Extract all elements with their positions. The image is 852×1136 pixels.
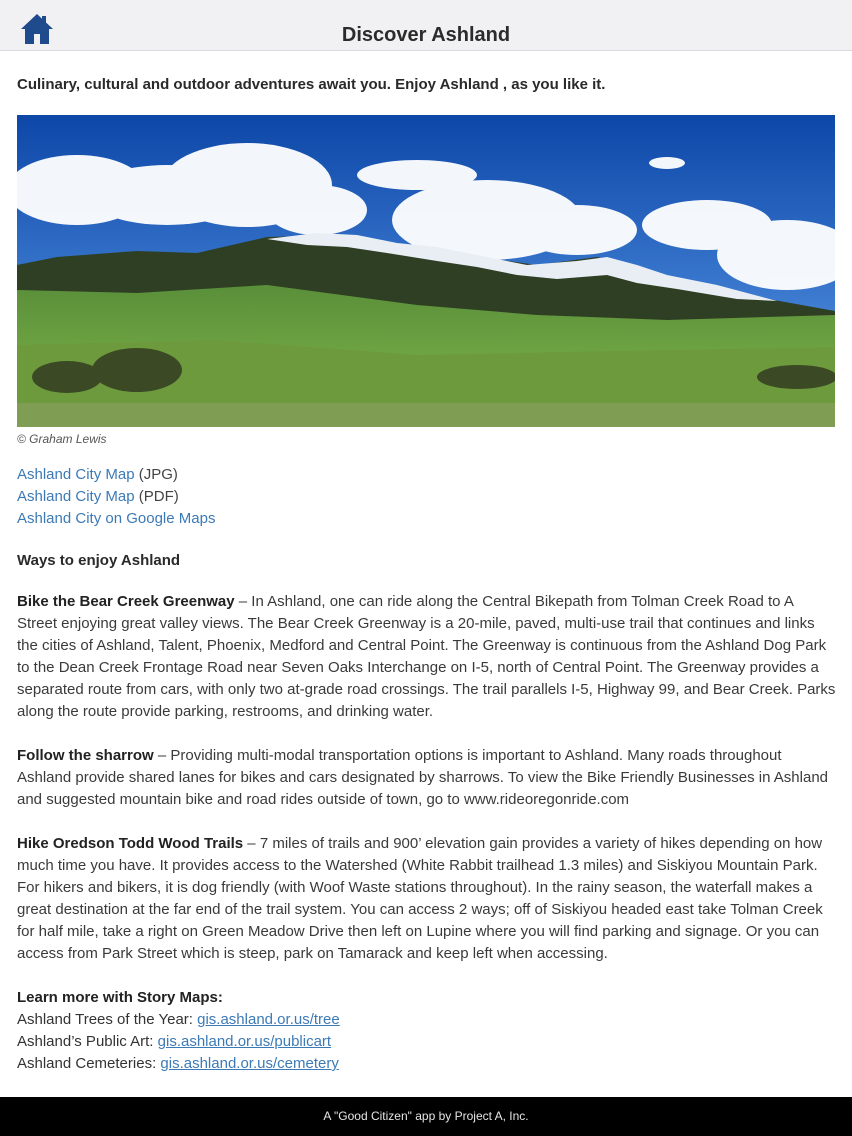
story-maps-heading: Learn more with Story Maps: [17,989,223,1006]
link-suffix: (JPG) [134,466,178,483]
landscape-photo [17,115,835,427]
map-links [17,464,837,530]
story-map-link[interactable]: gis.ashland.or.us/tree [197,1011,340,1028]
ways-heading: Ways to enjoy Ashland [17,552,181,569]
section-title: Hike Oredson Todd Wood Trails [17,835,244,852]
section-paragraph [17,833,837,965]
city-map-pdf-link[interactable]: Ashland City Map [17,488,135,505]
section-title: Follow the sharrow [17,747,154,764]
app-header [0,0,852,51]
map-link-row [17,508,837,530]
section-text: – In Ashland, one can ride along the Central Bikepath from Tolman Creek Road to A Street enjoying great valley views. The Bear Creek Greenway is a 20-mile, paved, multi-use trail that continues and links the cities of Ashland, Talent, Phoenix, Medford and Central Point. The Greenway is continuous from the Ashland Dog Park to the Dean Creek Frontage Road near Seven Oaks Interchange on I-5, north of Central Point. The Greenway provides a separated route from cars, with only two at-grade road crossings. The trail parallels I-5, Highway 99, and Bear Creek. Parks along the route provide parking, restrooms, and drinking water. [17,593,836,720]
story-map-label: Ashland Cemeteries: [17,1055,161,1072]
intro-text: Culinary, cultural and outdoor adventures await you. Enjoy Ashland , as you like it. [17,76,606,93]
story-map-item [17,1009,837,1031]
story-map-label: Ashland Trees of the Year: [17,1011,198,1028]
section-paragraph [17,591,837,723]
section-text: – Providing multi-modal transportation options is important to Ashland. Many roads throughout Ashland provide shared lanes for bikes and cars designated by sharrows. To view the Bike Friendly Businesses in Ashland and suggested mountain bike and road rides outside of town, go to www.rideoregonride.com [17,747,829,808]
story-map-link[interactable]: gis.ashland.or.us/cemetery [160,1055,339,1072]
section-paragraph [17,745,837,811]
main-content [17,50,837,1097]
map-link-row [17,486,837,508]
section-text: – 7 miles of trails and 900’ elevation gain provides a variety of hikes depending on how much time you have. It provides access to the Watershed (White Rabbit trailhead 1.3 miles) and Siskiyou Mountain Park. For hikers and bikers, it is dog friendly (with Woof Waste stations throughout). In the rainy season, the waterfall makes a great destination at the far end of the trail system. You can access 2 ways; off of Siskiyou headed east take Tolman Creek for half mile, take a right on Green Meadow Drive then left on Lupine where you will find parking and signage. Or you can access from Park Street which is steep, park on Tamarack and keep left when accessing. [17,835,823,962]
story-map-link[interactable]: gis.ashland.or.us/publicart [157,1033,332,1050]
section-title: Bike the Bear Creek Greenway [17,593,235,610]
story-maps [17,987,837,1075]
photo-credit: © Graham Lewis [17,432,107,446]
story-map-item [17,1031,837,1053]
story-map-item [17,1053,837,1075]
link-suffix: (PDF) [134,488,179,505]
city-map-jpg-link[interactable]: Ashland City Map [17,466,135,483]
google-maps-link[interactable]: Ashland City on Google Maps [17,510,216,527]
map-link-row [17,464,837,486]
story-map-label: Ashland’s Public Art: [17,1033,158,1050]
app-footer: A "Good Citizen" app by Project A, Inc. [0,1097,852,1136]
page-title: Discover Ashland [341,24,511,46]
